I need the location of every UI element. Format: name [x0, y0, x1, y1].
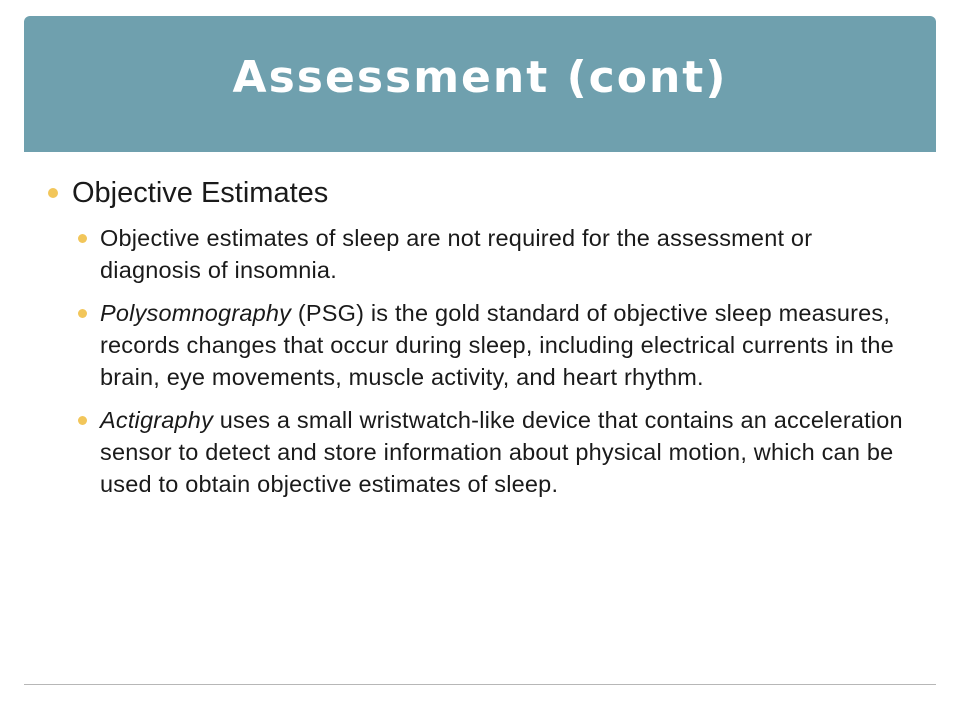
bullet-dot-icon — [78, 416, 87, 425]
section-heading: Objective Estimates — [72, 177, 329, 209]
term-actigraphy: Actigraphy — [100, 407, 214, 433]
title-band — [24, 16, 936, 152]
term-polysomnography: Polysomnography — [100, 300, 292, 326]
slide-content — [48, 174, 908, 511]
bullet-objective-estimates — [48, 174, 908, 212]
bullet-dot-icon — [78, 234, 87, 243]
sub-bullet-polysomnography — [78, 297, 908, 393]
sub-bullet-text: uses a small wristwatch-like device that contains an acceleration sensor to detect and store information about physical motion, which can be used to obtain objective estimates of sleep. — [100, 407, 903, 497]
slide-title: Assessment (cont) — [232, 51, 728, 103]
sub-bullet-text: (PSG) is the gold standard of objective sleep measures, records changes that occur during sleep, including electrical currents in the brain, eye movements, muscle activity, and heart rhythm. — [100, 300, 894, 390]
bullet-dot-icon — [48, 188, 58, 198]
footer-divider — [24, 684, 936, 685]
bullet-dot-icon — [78, 309, 87, 318]
sub-bullet-actigraphy — [78, 404, 908, 500]
sub-bullet-text: Objective estimates of sleep are not required for the assessment or diagnosis of insomnia. — [100, 225, 813, 283]
sub-bullet-requirement — [78, 222, 908, 286]
